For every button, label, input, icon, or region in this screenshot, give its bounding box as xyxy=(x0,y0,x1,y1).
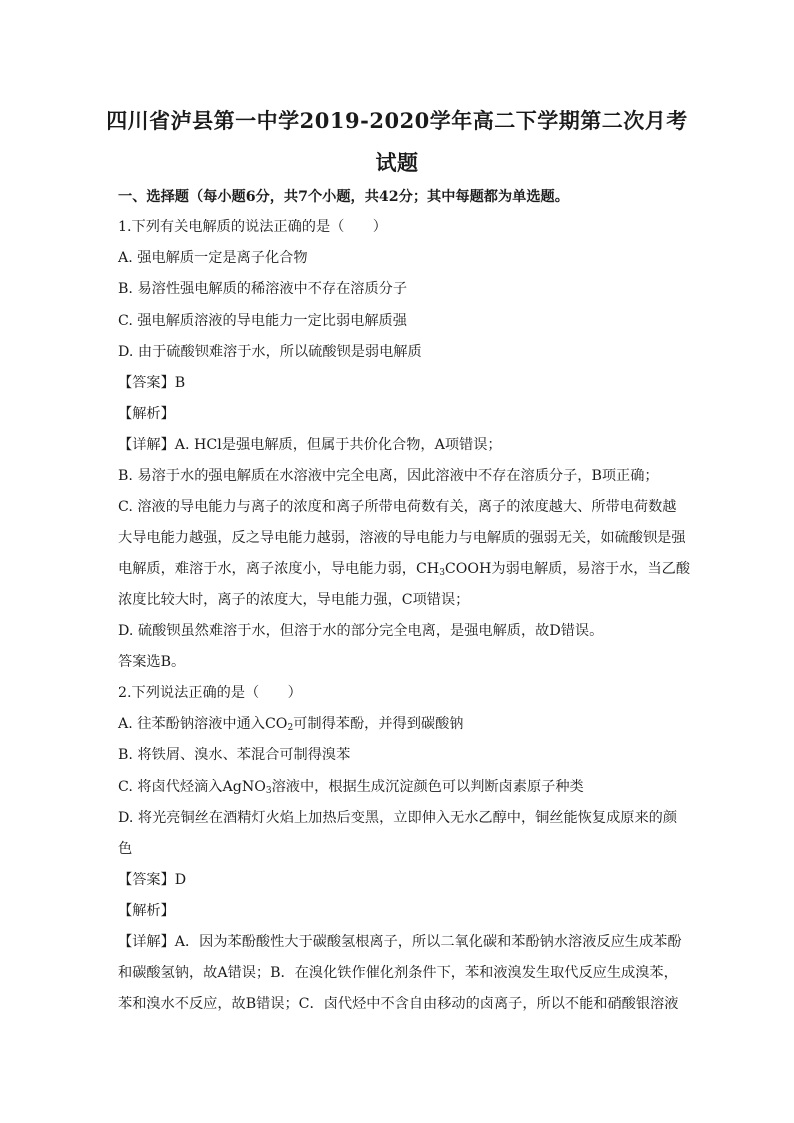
question-2-detail-3: 苯和溴水不反应，故B错误；C．卤代烃中不含自由移动的卤离子，所以不能和硝酸银溶液 xyxy=(118,996,679,1012)
question-1-option-b: B. 易溶性强电解质的稀溶液中不存在溶质分子 xyxy=(118,281,408,297)
question-1-detail-3: C. 溶液的导电能力与离子的浓度和离子所带电荷数有关，离子的浓度越大、所带电荷数越 xyxy=(118,499,677,515)
question-1-detail-6: 浓度比较大时，离子的浓度大，导电能力强，C项错误； xyxy=(118,592,470,608)
question-1-option-d: D. 由于硫酸钡难溶于水，所以硫酸钡是弱电解质 xyxy=(118,344,422,360)
question-2-stem: 2.下列说法正确的是（ ） xyxy=(118,685,302,701)
question-1-detail-5 xyxy=(118,559,691,583)
question-2-detail-1: 【详解】A．因为苯酚酸性大于碳酸氢根离子，所以二氧化碳和苯酚钠水溶液反应生成苯酚 xyxy=(118,934,682,950)
question-1-conclusion: 答案选B。 xyxy=(118,654,186,670)
question-1-detail-7: D. 硫酸钡虽然难溶于水，但溶于水的部分完全电离，是强电解质，故D错误。 xyxy=(118,623,604,639)
section-heading: 一、选择题（每小题6分，共7个小题，共42分；其中每题都为单选题。 xyxy=(118,189,569,205)
question-2-option-d-continued: 色 xyxy=(118,841,133,857)
question-1-detail-4: 大导电能力越强，反之导电能力越弱，溶液的导电能力与电解质的强弱无关，如硫酸钡是强 xyxy=(118,530,686,546)
question-2-option-a: A. 往苯酚钠溶液中通入$CO_2$可制得苯酚，并得到碳酸钠 xyxy=(118,716,464,733)
question-1-option-c: C. 强电解质溶液的导电能力一定比弱电解质强 xyxy=(118,313,407,329)
question-1-option-a: A. 强电解质一定是离子化合物 xyxy=(118,250,308,266)
question-2-analysis-label: 【解析】 xyxy=(118,903,175,919)
question-1-answer: 【答案】B xyxy=(118,375,186,391)
question-1-detail-1: 【详解】A. HCl是强电解质，但属于共价化合物，A项错误； xyxy=(118,437,502,453)
question-2-answer: 【答案】D xyxy=(118,872,187,888)
document-title: 四川省泸县第一中学2019-2020学年高二下学期第二次月考 xyxy=(106,108,688,133)
document-title-continued: 试题 xyxy=(375,150,419,175)
question-1-detail-2: B. 易溶于水的强电解质在水溶液中完全电离，因此溶液中不存在溶质分子，B项正确； xyxy=(118,468,659,484)
question-2-option-c: C. 将卤代烃滴入AgNO$_3$溶液中，根据生成沉淀颜色可以判断卤素原子种类 xyxy=(118,779,584,796)
detail-5-text-a: 电解质，难溶于水，离子浓度小，导电能力弱， xyxy=(118,561,416,577)
question-2-detail-2: 和碳酸氢钠，故A错误；B．在溴化铁作催化剂条件下，苯和液溴发生取代反应生成溴苯， xyxy=(118,965,678,981)
detail-5-text-b: 为弱电解质，易溶于水，当乙酸 xyxy=(491,561,691,577)
formula-ch3cooh: $CH_3COOH$ xyxy=(415,561,492,578)
question-1-stem: 1.下列有关电解质的说法正确的是（ ） xyxy=(118,219,387,235)
question-2-option-b: B. 将铁屑、溴水、苯混合可制得溴苯 xyxy=(118,747,351,763)
question-2-option-d: D. 将光亮铜丝在酒精灯火焰上加热后变黑，立即伸入无水乙醇中，铜丝能恢复成原来的颜 xyxy=(118,810,678,826)
question-1-analysis-label: 【解析】 xyxy=(118,406,175,422)
